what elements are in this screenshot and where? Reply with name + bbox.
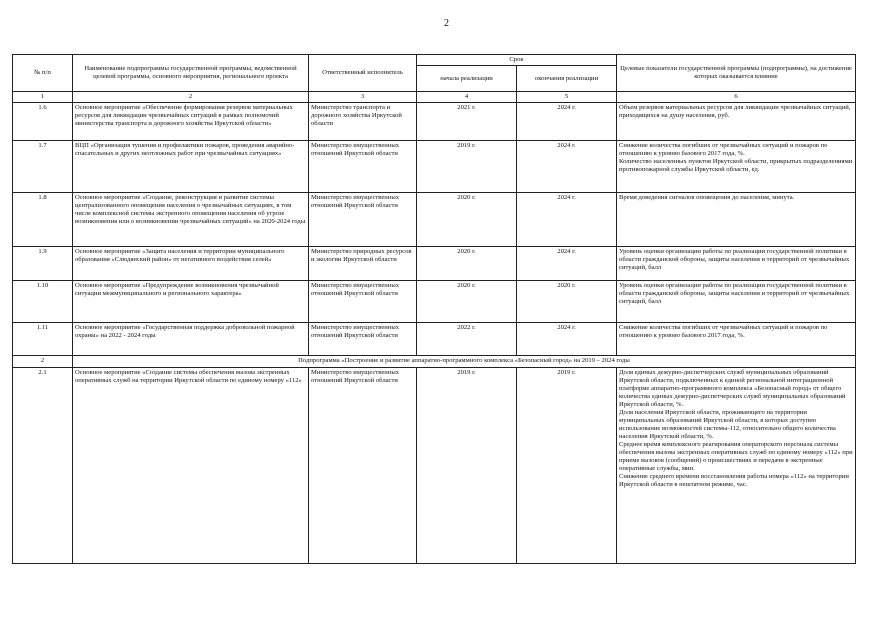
row-end: 2024 г.: [517, 103, 617, 141]
header-start: начала реализации: [417, 66, 517, 92]
row-end: 2019 г.: [517, 368, 617, 564]
row-start: 2022 г.: [417, 323, 517, 356]
table-row: [13, 281, 856, 323]
indicator-text: Уровень оценки организации работы по реализации государственной политики в области гражданской обороны, защиты населения и территорий от чрезвычайных ситуаций, балл: [619, 282, 850, 305]
indicator-text: Снижение количества погибших от чрезвычайных ситуаций и пожаров по отношению к уровню базового 2017 года, %.: [619, 324, 828, 339]
row-start: 2020 г.: [417, 281, 517, 323]
row-name: Основное мероприятие «Предупреждение возникновения чрезвычайной ситуации межмуниципального и регионального характера»: [73, 281, 309, 323]
indicator-text: Снижение среднего времени восстановления работы номера «112» на территории Иркутской области в нештатном режиме, час.: [619, 473, 849, 488]
row-executor: Министерство транспорта и дорожного хозяйства Иркутской области: [309, 103, 417, 141]
subprogram-title: Подпрограмма «Построение и развитие аппаратно-программного комплекса «Безопасный город» на 2019 – 2024 годы: [73, 356, 856, 368]
table-row: [13, 323, 856, 356]
header-executor: Ответственный исполнитель: [309, 55, 417, 92]
row-name: Основное мероприятие «Обеспечение формирования резервов материальных ресурсов для ликвидации чрезвычайных ситуаций в рамках полномочий министерства транспорта и дорожного хозяйства Иркутской области»: [73, 103, 309, 141]
row-name: Основное мероприятие «Создание системы обеспечения вызова экстренных оперативных служб на территории Иркутской области по единому номеру «112»: [73, 368, 309, 564]
row-indicators: [617, 281, 856, 323]
row-indicators: [617, 193, 856, 247]
column-number: 1: [13, 92, 73, 103]
row-executor: Министерство имущественных отношений Иркутской области: [309, 368, 417, 564]
row-indicators: [617, 368, 856, 564]
row-indicators: [617, 141, 856, 193]
row-indicators: [617, 103, 856, 141]
indicator-text: Среднее время комплексного реагирования операторского персонала системы обеспечения вызова экстренных оперативных служб по единому номеру «112» при приеме вызовов (сообщений) о происшествиях и передачи в экстренные оперативные службы, мин.: [619, 441, 853, 472]
row-start: 2020 г.: [417, 247, 517, 281]
program-table: [12, 54, 856, 564]
column-number: 6: [617, 92, 856, 103]
indicator-text: Объем резервов материальных ресурсов для ликвидации чрезвычайных ситуаций, приходящихся на душу населения, руб.: [619, 104, 851, 119]
row-start: 2019 г.: [417, 141, 517, 193]
row-name: Основное мероприятие «Защита населения и территории муниципального образования «Слюдянский район» от негативного воздействия селей»: [73, 247, 309, 281]
row-name: Основное мероприятие «Государственная поддержка добровольной пожарной охраны» на 2022 - 2024 годы: [73, 323, 309, 356]
row-num: 1.7: [13, 141, 73, 193]
indicator-text: Доля населения Иркутской области, проживающего на территории муниципальных образований Иркутской области, в которых доступно использование возможностей системы-112, относительно общего количества населения Иркутской области, %.: [619, 409, 836, 440]
row-indicators: [617, 247, 856, 281]
column-number: 2: [73, 92, 309, 103]
indicator-text: Доля единых дежурно-диспетчерских служб муниципальных образований Иркутской области, подключенных к единой региональной интеграционной платформе аппаратно-программного комплекса «Безопасный город» от общего количества единых дежурно-диспетчерских служб муниципальных образований Иркутской области, %.: [619, 369, 846, 408]
row-num: 1.11: [13, 323, 73, 356]
header-indicators: Целевые показатели государственной программы (подпрограммы), на достижение которых оказывается влияние: [617, 55, 856, 92]
header-num: № п/п: [13, 55, 73, 92]
indicator-text: Уровень оценки организации работы по реализации государственной политики в области гражданской обороны, защиты населения и территорий от чрезвычайных ситуаций, балл: [619, 248, 850, 271]
subprogram-num: 2: [13, 356, 73, 368]
row-name: ВЦП «Организация тушения и профилактики пожаров, проведения аварийно-спасательных и других неотложных работ при чрезвычайных ситуациях»: [73, 141, 309, 193]
table-row: [13, 103, 856, 141]
row-executor: Министерство природных ресурсов и экологии Иркутской области: [309, 247, 417, 281]
header-term: Срок: [417, 55, 617, 66]
row-num: 1.9: [13, 247, 73, 281]
row-end: 2020 г.: [517, 281, 617, 323]
column-number: 4: [417, 92, 517, 103]
indicator-text: Время доведения сигналов оповещения до населения, минута.: [619, 194, 795, 201]
table-row: [13, 141, 856, 193]
column-number: 5: [517, 92, 617, 103]
page-number: 2: [444, 18, 449, 29]
row-start: 2019 г.: [417, 368, 517, 564]
indicator-text: Количество населенных пунктов Иркутской области, прикрытых подразделениями противопожарной службы Иркутской области, ед.: [619, 158, 853, 173]
row-start: 2021 г.: [417, 103, 517, 141]
column-number: 3: [309, 92, 417, 103]
header-name: Наименование подпрограммы государственной программы, ведомственной целевой программы, основного мероприятия, регионального проекта: [73, 55, 309, 92]
row-executor: Министерство имущественных отношений Иркутской области: [309, 281, 417, 323]
indicator-text: Снижение количества погибших от чрезвычайных ситуаций и пожаров по отношению к уровню базового 2017 года, %.: [619, 142, 828, 157]
header-end: окончания реализации: [517, 66, 617, 92]
row-num: 1.6: [13, 103, 73, 141]
row-num: 1.8: [13, 193, 73, 247]
table-row: [13, 193, 856, 247]
row-executor: Министерство имущественных отношений Иркутской области: [309, 323, 417, 356]
column-numbers-row: [13, 92, 856, 103]
table-row: [13, 247, 856, 281]
table-row: [13, 368, 856, 564]
row-name: Основное мероприятие «Создание, реконструкция и развитие системы централизованного оповещения населения о чрезвычайных ситуациях, в том числе комплексной системы экстренного оповещения населения об угрозе возникновения или о возникновении чрезвычайных ситуаций» на 2020-2024 годы: [73, 193, 309, 247]
row-executor: Министерство имущественных отношений Иркутской области: [309, 193, 417, 247]
row-end: 2024 г.: [517, 247, 617, 281]
row-end: 2024 г.: [517, 323, 617, 356]
subprogram-row: [13, 356, 856, 368]
row-end: 2024 г.: [517, 193, 617, 247]
row-executor: Министерство имущественных отношений Иркутской области: [309, 141, 417, 193]
row-end: 2024 г.: [517, 141, 617, 193]
row-indicators: [617, 323, 856, 356]
row-num: 2.1: [13, 368, 73, 564]
row-start: 2020 г.: [417, 193, 517, 247]
row-num: 1.10: [13, 281, 73, 323]
